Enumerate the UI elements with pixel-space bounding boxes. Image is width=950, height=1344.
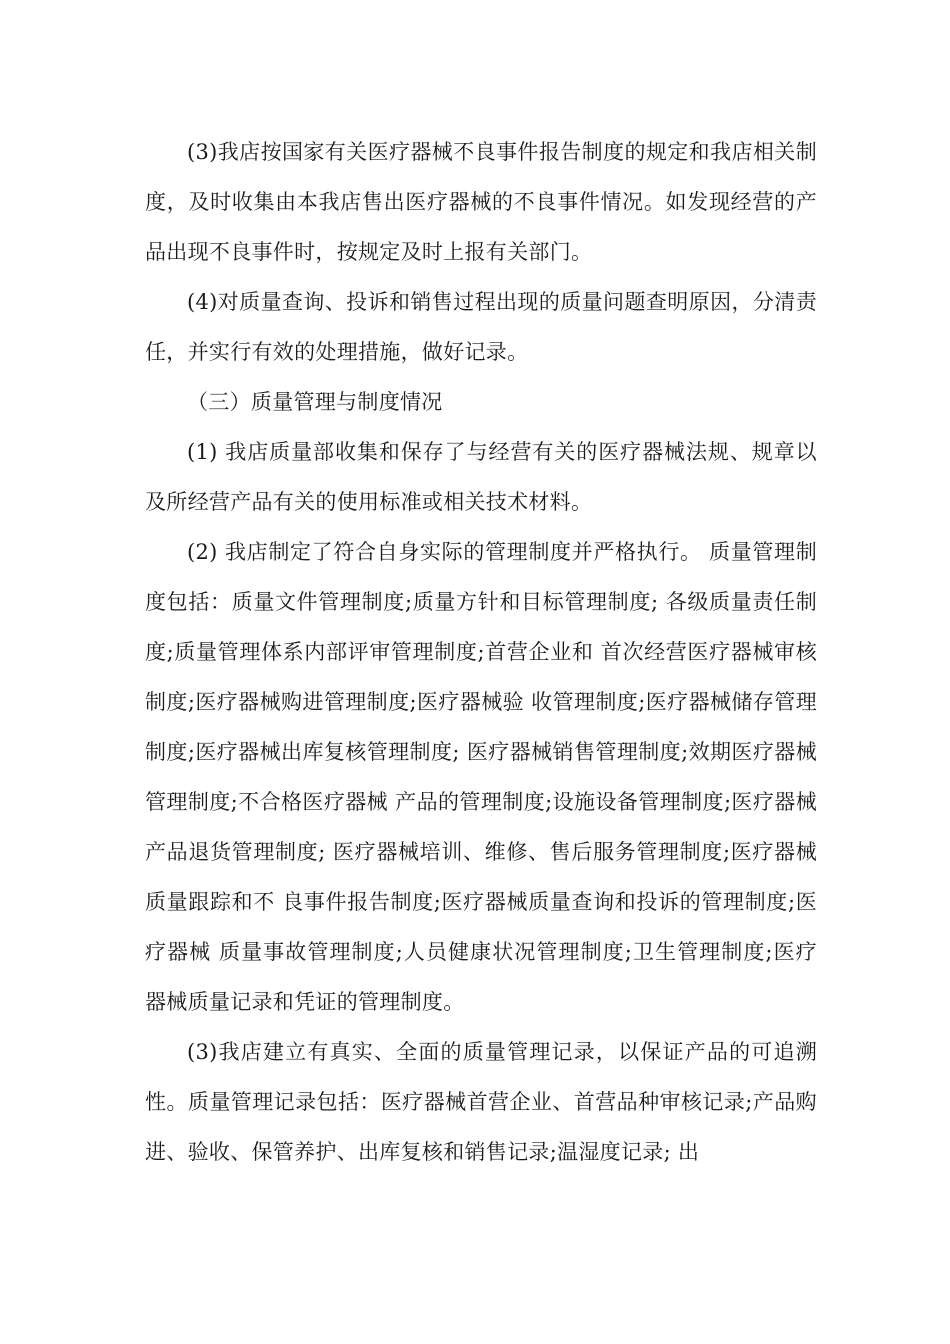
section-heading-quality-management: （三）质量管理与制度情况	[187, 390, 443, 414]
document-body	[145, 127, 817, 1177]
paragraph-adverse-event-reporting: (3)我店按国家有关医疗器械不良事件报告制度的规定和我店相关制度，及时收集由本我店售出医疗器械的不良事件情况。如发现经营的产品出现不良事件时，按规定及时上报有关部门。	[145, 140, 817, 264]
paragraph-quality-inquiry-handling: (4)对质量查询、投诉和销售过程出现的质量问题查明原因，分清责任，并实行有效的处理措施，做好记录。	[145, 290, 817, 364]
paragraph-regulations-collection: (1) 我店质量部收集和保存了与经营有关的医疗器械法规、规章以及所经营产品有关的使用标准或相关技术材料。	[145, 440, 817, 514]
paragraph-management-systems-list: (2) 我店制定了符合自身实际的管理制度并严格执行。 质量管理制度包括：质量文件管理制度;质量方针和目标管理制度; 各级质量责任制度;质量管理体系内部评审管理制度;首营企业和 首次经营医疗器械审核制度;医疗器械购进管理制度;医疗器械验 收管理制度;医疗器械储存管理制度;医疗器械出库复核管理制度; 医疗器械销售管理制度;效期医疗器械管理制度;不合格医疗器械 产品的管理制度;设施设备管理制度;医疗器械产品退货管理制度; 医疗器械培训、维修、售后服务管理制度;医疗器械质量跟踪和不 良事件报告制度;医疗器械质量查询和投诉的管理制度;医疗器械 质量事故管理制度;人员健康状况管理制度;卫生管理制度;医疗 器械质量记录和凭证的管理制度。	[145, 540, 817, 1014]
paragraph-quality-records: (3)我店建立有真实、全面的质量管理记录，以保证产品的可追溯性。质量管理记录包括：医疗器械首营企业、首营品种审核记录;产品购进、验收、保管养护、出库复核和销售记录;温湿度记录; 出	[145, 1040, 817, 1164]
